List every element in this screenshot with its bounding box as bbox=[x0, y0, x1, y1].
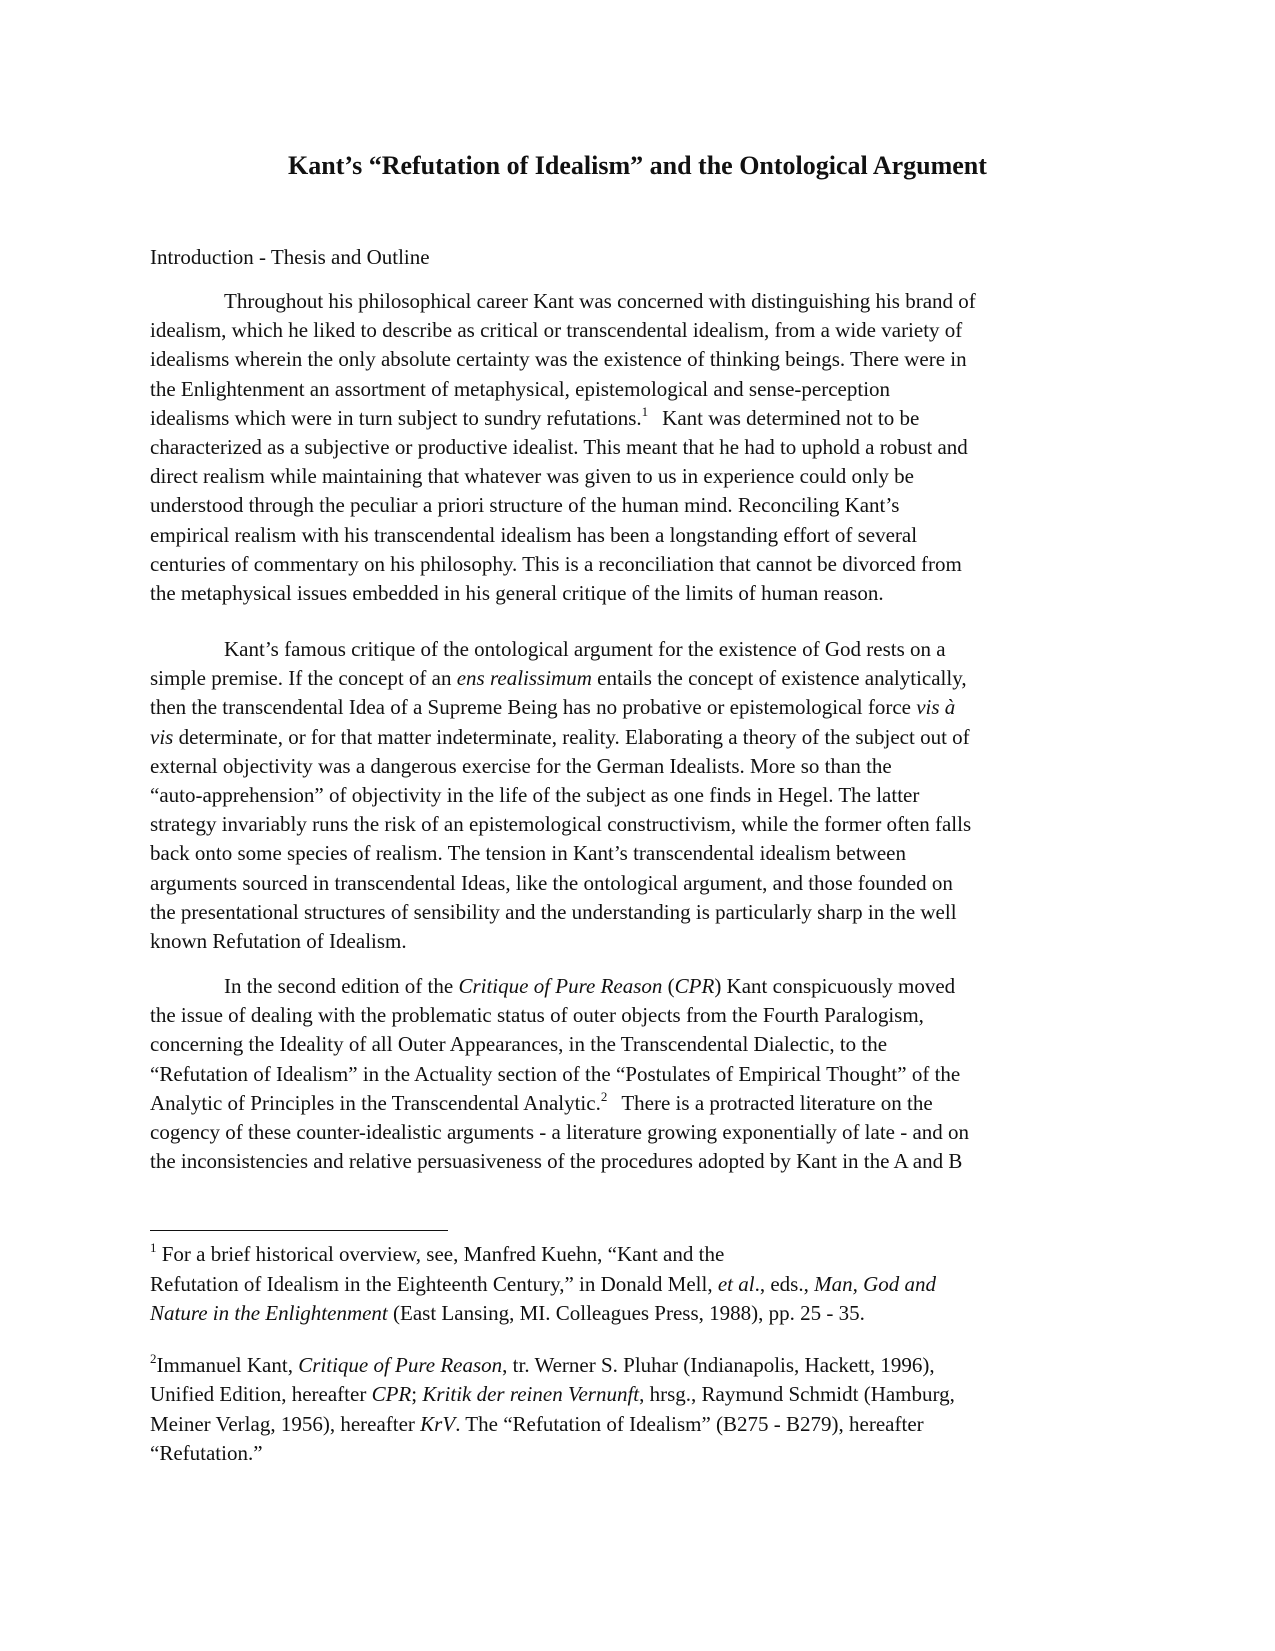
text-run: ; bbox=[411, 1382, 423, 1406]
text-run: simple premise. If the concept of an bbox=[150, 666, 457, 691]
italic-abbrev: KrV bbox=[420, 1411, 456, 1436]
text-run: ( bbox=[662, 974, 675, 998]
text-line: characterized as a subjective or productive idealist. This meant that he had to uphold a robust and bbox=[150, 435, 968, 460]
paragraph-1 bbox=[150, 287, 1130, 608]
text-line: strategy invariably runs the risk of an epistemological constructivism, while the former often falls bbox=[150, 812, 972, 837]
text-run: (East Lansing, MI. Colleagues Press, 1988), pp. 25 - 35. bbox=[387, 1301, 865, 1325]
footnote-1 bbox=[150, 1240, 1130, 1329]
italic-abbrev: CPR bbox=[674, 974, 715, 998]
text-line bbox=[150, 972, 1130, 1001]
text-line: centuries of commentary on his philosophy. This is a reconciliation that cannot be divorced from bbox=[150, 551, 962, 576]
text-run: Refutation of Idealism in the Eighteenth Century,” in Donald Mell, bbox=[150, 1271, 718, 1296]
text-run: . The “Refutation of Idealism” (B275 - B279), hereafter bbox=[455, 1411, 924, 1436]
text-run: There is a protracted literature on the bbox=[621, 1090, 933, 1115]
footnote-divider bbox=[150, 1230, 448, 1231]
text-line: the metaphysical issues embedded in his general critique of the limits of human reason. bbox=[150, 581, 884, 606]
text-run: determinate, or for that matter indeterminate, reality. Elaborating a theory of the subject out of bbox=[173, 724, 970, 749]
text-line: “Refutation of Idealism” in the Actuality section of the “Postulates of Empirical Thought” of the bbox=[150, 1061, 961, 1086]
text-run: Analytic of Principles in the Transcendental Analytic. bbox=[150, 1090, 601, 1115]
text-line: the Enlightenment an assortment of metaphysical, epistemological and sense-perception bbox=[150, 376, 891, 401]
page-title: Kant’s “Refutation of Idealism” and the Ontological Argument bbox=[288, 151, 987, 180]
section-heading: Introduction - Thesis and Outline bbox=[150, 245, 430, 269]
italic-term: vis bbox=[150, 724, 174, 749]
text-run: then the transcendental Idea of a Supreme Being has no probative or epistemological force bbox=[150, 695, 917, 720]
text-line: Throughout his philosophical career Kant was concerned with distinguishing his brand of bbox=[224, 289, 976, 313]
text-line bbox=[150, 1299, 1130, 1329]
footnote-2 bbox=[150, 1351, 1130, 1469]
footnote-mark: 2 bbox=[150, 1350, 157, 1366]
text-line: known Refutation of Idealism. bbox=[150, 929, 407, 954]
text-line bbox=[150, 693, 1130, 722]
footnote-mark: 1 bbox=[150, 1240, 157, 1255]
text-line: “auto-apprehension” of objectivity in the life of the subject as one finds in Hegel. The latter bbox=[150, 783, 920, 808]
italic-title: Nature in the Enlightenment bbox=[150, 1301, 388, 1325]
footnotes bbox=[150, 1240, 1130, 1491]
text-line bbox=[150, 1270, 1130, 1300]
italic-term: ens realissimum bbox=[456, 666, 592, 691]
text-run: Meiner Verlag, 1956), hereafter bbox=[150, 1411, 421, 1436]
text-line: direct realism while maintaining that whatever was given to us in experience could only be bbox=[150, 464, 914, 489]
text-line bbox=[150, 664, 1130, 693]
text-line bbox=[150, 1351, 1130, 1381]
paragraph-2 bbox=[150, 635, 1130, 956]
text-run: In the second edition of the bbox=[224, 974, 459, 998]
text-run: Kant was determined not to be bbox=[662, 405, 920, 430]
text-line: the issue of dealing with the problematic status of outer objects from the Fourth Paralogism, bbox=[150, 1003, 924, 1028]
text-run: ) Kant conspicuously moved bbox=[714, 974, 956, 998]
text-line bbox=[150, 404, 1130, 433]
text-run: Immanuel Kant, bbox=[156, 1352, 299, 1377]
paragraph-3 bbox=[150, 972, 1130, 1176]
text-line: the inconsistencies and relative persuasiveness of the procedures adopted by Kant in the A and B bbox=[150, 1149, 963, 1174]
text-run: , tr. Werner S. Pluhar (Indianapolis, Hackett, 1996), bbox=[502, 1352, 935, 1377]
italic-term: et al bbox=[717, 1271, 755, 1296]
text-line bbox=[150, 1410, 1130, 1440]
text-run: ., eds., bbox=[754, 1271, 815, 1296]
text-line bbox=[150, 1380, 1130, 1410]
text-line: external objectivity was a dangerous exercise for the German Idealists. More so than the bbox=[150, 753, 892, 778]
text-line: back onto some species of realism. The tension in Kant’s transcendental idealism between bbox=[150, 841, 906, 866]
italic-title: Critique of Pure Reason bbox=[298, 1352, 503, 1377]
text-line: concerning the Ideality of all Outer Appearances, in the Transcendental Dialectic, to the bbox=[150, 1032, 888, 1057]
italic-abbrev: CPR bbox=[371, 1382, 412, 1406]
text-run: entails the concept of existence analytically, bbox=[591, 666, 967, 691]
text-line: the presentational structures of sensibility and the understanding is particularly sharp in the well bbox=[150, 899, 957, 924]
text-run: Unified Edition, hereafter bbox=[150, 1382, 372, 1406]
text-line: Kant’s famous critique of the ontological argument for the existence of God rests on a bbox=[224, 637, 946, 661]
footnote-ref-1[interactable]: 1 bbox=[641, 403, 649, 419]
footnote-ref-2[interactable]: 2 bbox=[600, 1088, 608, 1104]
italic-title: Kritik der reinen Vernunft bbox=[422, 1382, 640, 1406]
text-line: empirical realism with his transcendental idealism has been a longstanding effort of several bbox=[150, 522, 918, 547]
text-line: arguments sourced in transcendental Ideas, like the ontological argument, and those founded on bbox=[150, 870, 953, 895]
italic-title: Man, God and bbox=[814, 1271, 937, 1296]
text-run: idealisms which were in turn subject to sundry refutations. bbox=[150, 405, 642, 430]
text-line: idealism, which he liked to describe as critical or transcendental idealism, from a wide variety of bbox=[150, 318, 963, 343]
italic-title: Critique of Pure Reason bbox=[458, 974, 663, 998]
text-line: idealisms wherein the only absolute certainty was the existence of thinking beings. There were in bbox=[150, 347, 967, 372]
italic-term: vis à bbox=[916, 695, 956, 720]
text-line: understood through the peculiar a priori structure of the human mind. Reconciling Kant’s bbox=[150, 493, 900, 518]
text-run: , hrsg., Raymund Schmidt (Hamburg, bbox=[639, 1382, 955, 1406]
text-line bbox=[150, 723, 1130, 752]
text-line: “Refutation.” bbox=[150, 1441, 263, 1465]
text-line: cogency of these counter-idealistic arguments - a literature growing exponentially of late - and on bbox=[150, 1120, 970, 1145]
text-run: For a brief historical overview, see, Manfred Kuehn, “Kant and the bbox=[161, 1242, 725, 1266]
text-line bbox=[150, 1240, 1130, 1270]
text-line bbox=[150, 1089, 1130, 1118]
